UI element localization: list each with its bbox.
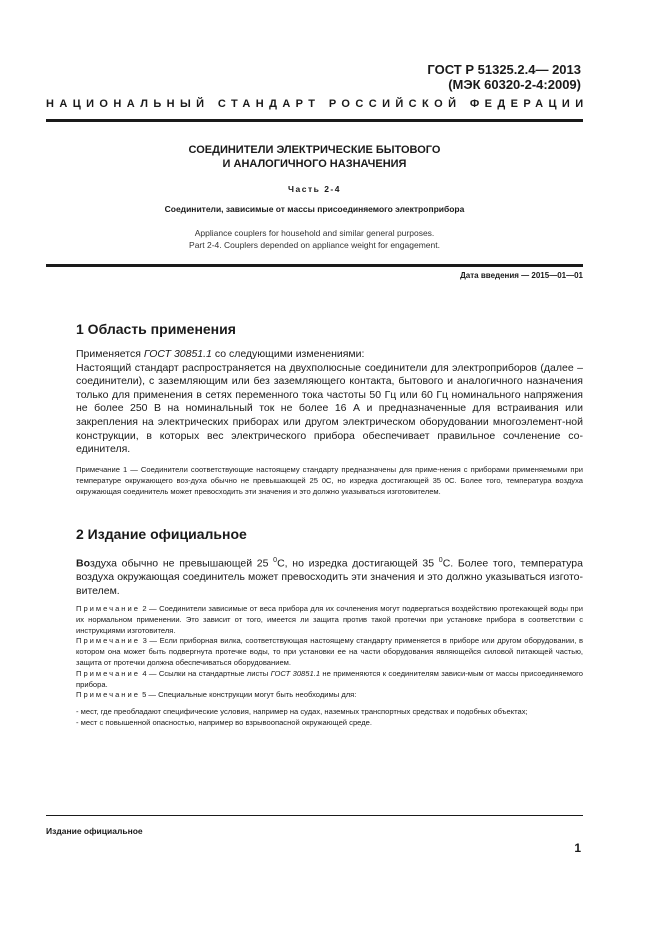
note3-label: Примечание (76, 636, 140, 646)
section2-para1-end: С. Более того, температура воздуха окружающая соединитель может превосходить эти значения и это должно указываться изгото-вителем. (76, 557, 583, 597)
note4 (76, 669, 583, 691)
section1-heading: 1 Область применения (76, 321, 236, 337)
note5-text: 5 — Специальные конструкции могут быть необходимы для: (139, 690, 357, 700)
standard-code-line1: ГОСТ Р 51325.2.4— 2013 (427, 62, 581, 77)
title-line2: И АНАЛОГИЧНОГО НАЗНАЧЕНИЯ (222, 158, 407, 170)
note5 (76, 690, 583, 701)
section2-para1-rest: здуха обычно не превышающей 25 (90, 557, 274, 570)
section2-notes (76, 604, 583, 729)
english-title (46, 227, 583, 251)
header-rule (46, 119, 583, 122)
footer-rule (46, 815, 583, 816)
section2-para1 (76, 554, 583, 598)
section1-para1 (76, 348, 583, 362)
english-title-line1: Appliance couplers for household and similar general purposes. (194, 228, 435, 238)
note4-post: не применяются к соединителям зависи-мым от массы присоединяемого прибора. (76, 668, 583, 689)
note2-text: 2 — Соединители зависимые от веса прибора для их сочленения могут подвергаться воздействию протекающей воды при их нормальном применении. Это зависит от того, имеется ли защита против такой протечки при установке прибора в соответствии с инструкциями изготовителя. (76, 604, 583, 635)
degree-sup1: 0 (273, 557, 278, 564)
title-rule (46, 264, 583, 267)
bullet1: - мест, где преобладают специфические условия, например на судах, наземных транспортных средствах и подобных объектах; (76, 707, 528, 717)
note4-pre: 4 — Ссылки на стандартные листы (139, 668, 271, 678)
section2-para1-mid: С, но изредка достигающей 35 (277, 557, 439, 570)
english-title-line2: Part 2-4. Couplers depended on appliance weight for engagement. (189, 240, 440, 250)
note3 (76, 636, 583, 668)
part-label: Часть 2-4 (288, 184, 341, 194)
official-edition-label: Издание официальное (46, 826, 143, 836)
national-standard-banner: НАЦИОНАЛЬНЫЙ СТАНДАРТ РОССИЙСКОЙ ФЕДЕРАЦИИ (46, 98, 589, 110)
section2-para1-bold: Во (76, 557, 90, 570)
section1-para1-pre: Применяется (76, 348, 144, 360)
introduction-date: Дата введения — 2015—01—01 (460, 271, 583, 280)
title-line1: СОЕДИНИТЕЛИ ЭЛЕКТРИЧЕСКИЕ БЫТОВОГО (188, 144, 441, 156)
note2-label: Примечание (76, 604, 140, 613)
section1-para2: Настоящий стандарт распространяется на двухполюсные соединители для электроприборов (далее – соединители), с заземляющим или без заземляющего контакта, бытового и аналогичного назначения только для применения в сетях переменного тока частоты 50 Гц или 60 Гц номинального напряжения не более 250 В на номинальный ток не более 16 А и предназначенные для встраивания или закрепления на электрических приборах или другом электрическом оборудовании многоэлемент-ной конструкции, в которых вес электрического прибора обеспечивает правильное сочленение со-единителя. (76, 361, 583, 456)
section2-heading: 2 Издание официальное (76, 526, 247, 542)
bullet2: - мест с повышенной опасностью, например во взрывоопасной окружающей среде. (76, 717, 373, 727)
page-number: 1 (574, 841, 581, 855)
section1-note1: Примечание 1 — Соединители соответствующие настоящему стандарту предназначены для приме-нения с приборами применяемыми при температуре окружающего воз-духа обычно не превышающей 25 0С, но изредка достигающей 35 0С. Более того, температура воздуха окружающая соединитель может превосходить эти значения и это должно указываться изготовителем. (76, 465, 583, 496)
gost-reference: ГОСТ 30851.1 (143, 348, 212, 360)
document-subtitle: Соединители, зависимые от массы присоединяемого электроприбора (164, 204, 465, 214)
section1-para1-post: со следующими изменениями: (211, 348, 365, 360)
note5-label: Примечание (76, 690, 140, 700)
standard-code-line2: (МЭК 60320-2-4:2009) (448, 77, 581, 92)
section1-body (76, 348, 583, 457)
note4-gost-reference: ГОСТ 30851.1 (270, 668, 321, 678)
note3-text: 3 — Если приборная вилка, соответствующая настоящему стандарту применяется в приборе или другом оборудовании, в котором она может быть подвергнута протечке воды, то при установки ее на части оборудования являющейся силовой питающей частью, защита от протечки должна обеспечиваться оборудованием. (76, 636, 583, 667)
degree-sup2: 0 (438, 557, 443, 564)
note4-label: Примечание (76, 668, 140, 678)
document-title (46, 143, 583, 171)
note2 (76, 604, 583, 636)
standard-code (427, 62, 581, 92)
